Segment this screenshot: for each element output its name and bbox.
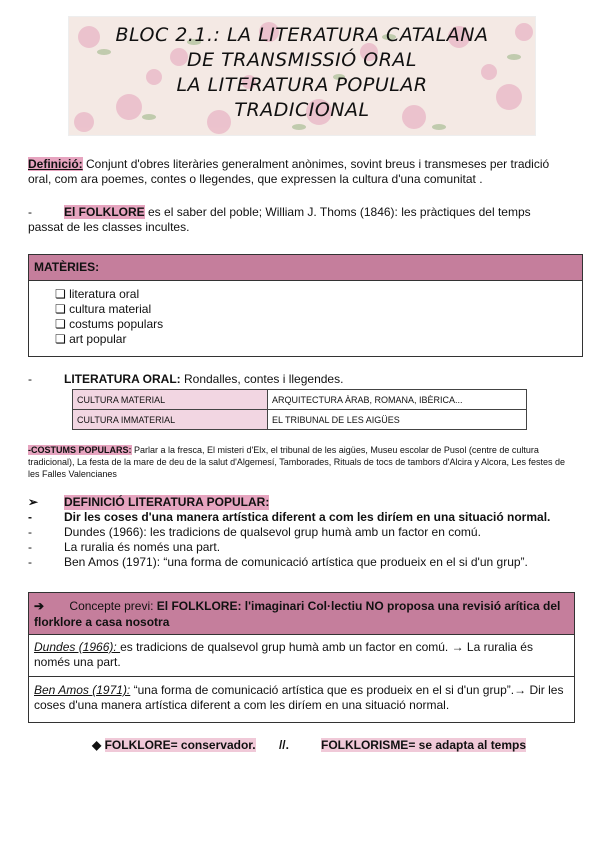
concepte-bold: El FOLKLORE: l'imaginari Col·lectiu NO proposa una revisió arítica del florklore a casa nosotra <box>34 599 561 629</box>
cultura-table <box>72 389 527 430</box>
list-item: - Dundes (1966): les tradicions de qualsevol grup humà amb un factor en comú. <box>28 525 481 539</box>
literatura-oral-line <box>28 372 568 387</box>
table-cell: CULTURA IMMATERIAL <box>73 410 268 430</box>
title-banner <box>68 16 536 136</box>
arrow-icon: ➔ <box>34 599 45 613</box>
literatura-oral-label: LITERATURA ORAL: <box>64 372 181 386</box>
concepte-row-dundes <box>29 635 574 677</box>
banner-line-2: DE TRANSMISSIÓ ORAL <box>186 49 418 71</box>
list-item: - La ruralia és només una part. <box>28 540 221 554</box>
materies-box <box>28 254 583 357</box>
checkbox-icon: ❏ <box>55 287 70 301</box>
banner-line-1: BLOC 2.1.: LA LITERATURA CATALANA <box>115 24 489 46</box>
dundes-text: es tradicions de qualsevol grup humà amb un factor en comú. → La ruralia és només una part. <box>34 640 533 669</box>
banner-line-4: TRADICIONAL <box>234 99 370 121</box>
folklore-comparison <box>92 738 552 753</box>
literatura-oral-dash: - <box>28 372 32 386</box>
dundes-label: Dundes (1966): <box>34 640 121 654</box>
list-item: - Ben Amos (1971): “una forma de comunicació artística que produeix en el si d'un grup”. <box>28 555 528 569</box>
banner-line-3: LA LITERATURA POPULAR <box>176 74 428 96</box>
folklore-label: El FOLKLORE <box>64 205 145 219</box>
table-cell: CULTURA MATERIAL <box>73 390 268 410</box>
costums-label: -COSTUMS POPULARS: <box>28 445 132 455</box>
checkbox-icon: ❏ <box>55 332 70 346</box>
folklorisme-adapta: FOLKLORISME= se adapta al temps <box>320 738 527 752</box>
checkbox-icon: ❏ <box>55 317 70 331</box>
def-lit-pop-section <box>28 495 578 570</box>
concepte-head <box>29 593 574 635</box>
diamond-icon: ◆ <box>92 738 102 752</box>
list-item: ❏ costums populars <box>55 317 164 331</box>
folklore-dash: - <box>28 205 32 219</box>
checkbox-icon: ❏ <box>55 302 70 316</box>
ben-amos-label: Ben Amos (1971): <box>34 683 131 697</box>
list-item: - Dir les coses d'una manera artística diferent a com les diríem en una situació normal. <box>28 510 551 524</box>
materies-list <box>29 281 582 347</box>
literatura-oral-text: Rondalles, contes i llegendes. <box>180 372 344 386</box>
table-cell: ARQUITECTURA ÀRAB, ROMANA, IBÈRICA... <box>268 390 527 410</box>
ben-amos-text: “una forma de comunicació artística que es produeix en el si d'un grup”.→ Dir les coses d'una manera artística diferent a com les diríem en una situació normal. <box>34 683 564 712</box>
list-item: ❏ art popular <box>55 332 127 346</box>
definition-paragraph <box>28 157 568 187</box>
table-row <box>73 410 527 430</box>
arrow-icon: ➢ <box>28 495 39 509</box>
definition-text: Conjunt d'obres literàries generalment anònimes, sovint breus i transmeses per tradició oral, com ara poemes, contes o llegendes, que expressen la cultura d'una comunitat . <box>28 157 550 186</box>
materies-title: MATÈRIES: <box>29 255 582 281</box>
concepte-row-ben-amos <box>29 677 574 713</box>
folklore-paragraph <box>28 205 568 235</box>
def-lit-pop-heading <box>28 495 578 510</box>
concepte-box <box>28 592 575 723</box>
folklore-text: es el saber del poble; William J. Thoms (1846): les pràctiques del temps passat de les classes incultes. <box>28 205 531 234</box>
def-lit-pop-label: DEFINICIÓ LITERATURA POPULAR: <box>64 495 270 509</box>
costums-text: Parlar a la fresca, El misteri d'Elx, el tribunal de les aigües, Museu escolar de Pusol (centre de cultura tradicional), La festa de la mare de deu de la salut d'Algemesí, Tamborades, Rituals de tocs de tambors d'Alcira y Alcora, Les festes de les Falles Valencianes <box>28 445 566 479</box>
table-row <box>73 390 527 410</box>
costums-paragraph <box>28 444 573 480</box>
definition-label: Definició: <box>28 157 83 171</box>
separator: //. <box>278 738 289 752</box>
concepte-pre: Concepte previ: <box>69 599 157 613</box>
table-cell: EL TRIBUNAL DE LES AIGÜES <box>268 410 527 430</box>
folklore-conservador: FOLKLORE= conservador. <box>104 738 256 752</box>
list-item: ❏ literatura oral <box>55 287 140 301</box>
list-item: ❏ cultura material <box>55 302 152 316</box>
